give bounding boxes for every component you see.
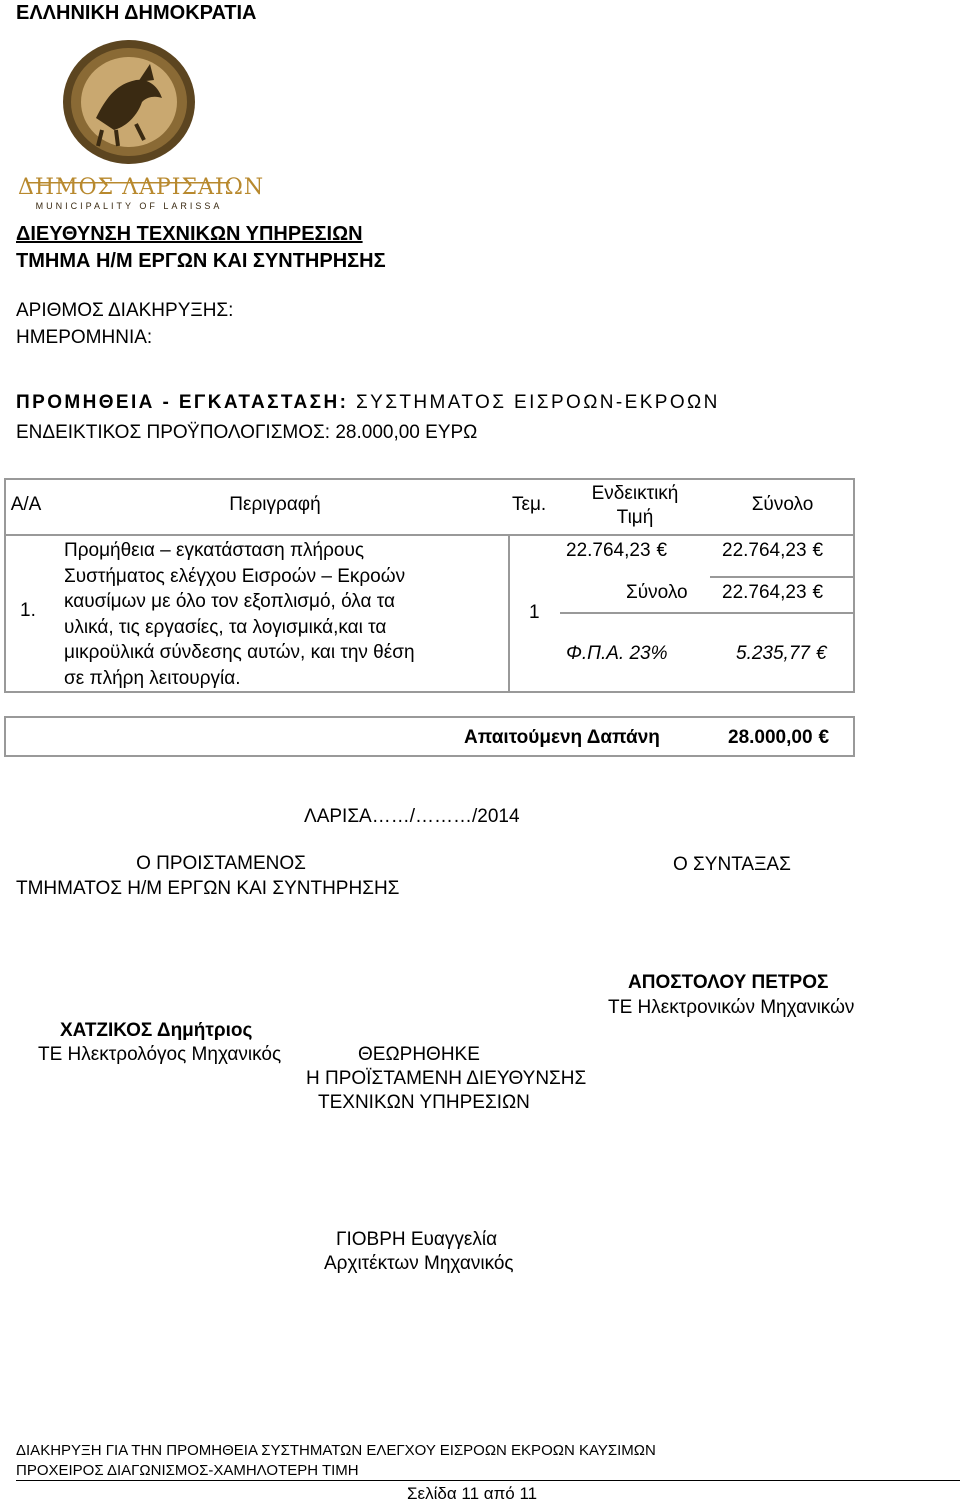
- head-role: ΤΕ Ηλεκτρολόγος Μηχανικός: [38, 1044, 282, 1065]
- date-label: ΗΜΕΡΟΜΗΝΙΑ:: [16, 327, 153, 348]
- subtotal-label: Σύνολο: [626, 582, 688, 603]
- declaration-number: ΑΡΙΘΜΟΣ ΔΙΑΚΗΡΥΞΗΣ:: [16, 300, 234, 321]
- footer-line-1: ΔΙΑΚΗΡΥΞΗ ΓΙΑ ΤΗΝ ΠΡΟΜΗΘΕΙΑ ΣΥΣΤΗΜΑΤΩΝ ΕΛΕΓΧΟΥ ΕΙΣΡΟΩΝ ΕΚΡΟΩΝ ΚΑΥΣΙΜΩΝ: [16, 1442, 656, 1459]
- footer-line-2: ΠΡΟΧΕΙΡΟΣ ΔΙΑΓΩΝΙΣΜΟΣ-ΧΑΜΗΛΟΤΕΡΗ ΤΙΜΗ: [16, 1462, 359, 1479]
- header-price: [560, 482, 710, 530]
- row-description: [64, 538, 504, 691]
- required-expense: [728, 727, 829, 749]
- director-title-2: ΤΕΧΝΙΚΩΝ ΥΠΗΡΕΣΙΩΝ: [318, 1092, 530, 1113]
- director-role: Αρχιτέκτων Μηχανικός: [324, 1253, 514, 1274]
- republic-title: ΕΛΛΗΝΙΚΗ ΔΗΜΟΚΡΑΤΙΑ: [16, 2, 257, 24]
- director-name: ΓΙΟΒΡΗ Ευαγγελία: [336, 1229, 498, 1250]
- vat-value: 5.235,77: [736, 643, 810, 664]
- euro-icon: €: [812, 540, 824, 561]
- row-total-value: 22.764,23: [722, 540, 807, 561]
- row-price-value: 22.764,23: [566, 540, 651, 561]
- header-price-line2: Τιμή: [616, 507, 654, 528]
- approved-label: ΘΕΩΡΗΘΗΚΕ: [358, 1044, 480, 1065]
- row-qty: 1: [529, 602, 540, 623]
- description-line: μικροϋλικά σύνδεσης αυτών, και την θέση: [64, 642, 415, 663]
- head-name: ΧΑΤΖΙΚΟΣ Δημήτριος: [60, 1020, 253, 1041]
- procurement-label: ΠΡΟΜΗΘΕΙΑ - ΕΓΚΑΤΑΣΤΑΣΗ:: [16, 392, 349, 413]
- subtotal-value: 22.764,23: [722, 582, 807, 603]
- section-title: ΤΜΗΜΑ Η/Μ ΕΡΓΩΝ ΚΑΙ ΣΥΝΤΗΡΗΣΗΣ: [16, 250, 386, 272]
- vat: [736, 643, 827, 665]
- euro-icon: €: [656, 540, 668, 561]
- table-divider: [4, 534, 855, 536]
- required-expense-value: 28.000,00: [728, 727, 813, 748]
- procurement-line: [16, 392, 720, 414]
- department-title: ΔΙΕΥΘΥΝΣΗ ΤΕΧΝΙΚΩΝ ΥΠΗΡΕΣΙΩΝ: [16, 223, 363, 245]
- composer-role: ΤΕ Ηλεκτρονικών Μηχανικών: [608, 997, 855, 1018]
- municipality-logo: [18, 34, 265, 212]
- euro-icon: €: [812, 582, 824, 603]
- description-line: σε πλήρη λειτουργία.: [64, 667, 241, 689]
- head-title-1: Ο ΠΡΟΙΣΤΑΜΕΝΟΣ: [136, 853, 306, 874]
- description-line: υλικά, τις εργασίες, τα λογισμικά,και τα: [64, 616, 387, 638]
- composer-name: ΑΠΟΣΤΟΛΟΥ ΠΕΤΡΟΣ: [628, 972, 829, 993]
- logo-text: ΔΗΜΟΣ ΛΑΡΙΣΑΙΩΝ: [18, 175, 265, 200]
- header-total: Σύνολο: [751, 494, 814, 515]
- table-divider: [560, 612, 855, 614]
- page-number: Σελίδα 11 από 11: [407, 1484, 538, 1503]
- header-price-line1: Ενδεικτική: [591, 483, 679, 504]
- director-title-1: Η ΠΡΟΪΣΤΑΜΕΝΗ ΔΙΕΥΘΥΝΣΗΣ: [306, 1068, 587, 1089]
- row-aa: 1.: [20, 600, 36, 621]
- subtotal: [722, 582, 823, 604]
- logo-subtext: MUNICIPALITY OF LARISSA: [35, 201, 223, 211]
- header-qty: Τεμ.: [512, 494, 547, 515]
- euro-icon: €: [815, 643, 827, 664]
- composer-title: Ο ΣΥΝΤΑΞΑΣ: [673, 854, 791, 875]
- footer-divider: [16, 1480, 960, 1481]
- description-line: Προμήθεια – εγκατάσταση πλήρους: [64, 540, 365, 561]
- table-divider: [508, 534, 510, 693]
- vat-label: Φ.Π.Α. 23%: [566, 643, 668, 664]
- header-aa: Α/Α: [10, 494, 42, 515]
- head-title-2: ΤΜΗΜΑΤΟΣ Η/Μ ΕΡΓΩΝ ΚΑΙ ΣΥΝΤΗΡΗΣΗΣ: [16, 878, 400, 899]
- description-line: Συστήματος ελέγχου Εισροών – Εκροών: [64, 565, 406, 587]
- place-date: ΛΑΡΙΣΑ……/………/2014: [304, 806, 520, 827]
- budget-line: ΕΝΔΕΙΚΤΙΚΟΣ ΠΡΟΫΠΟΛΟΓΙΣΜΟΣ: 28.000,00 ΕΥΡΩ: [16, 422, 478, 443]
- description-line: καυσίμων με όλο τον εξοπλισμό, όλα τα: [64, 591, 395, 612]
- table-divider: [710, 576, 855, 578]
- required-expense-label: Απαιτούμενη Δαπάνη: [464, 727, 660, 748]
- row-total: [722, 540, 823, 562]
- row-price: [566, 540, 667, 562]
- header-description: Περιγραφή: [229, 494, 321, 515]
- procurement-value: ΣΥΣΤΗΜΑΤΟΣ ΕΙΣΡΟΩΝ-ΕΚΡΟΩΝ: [356, 392, 720, 413]
- euro-icon: €: [818, 727, 830, 748]
